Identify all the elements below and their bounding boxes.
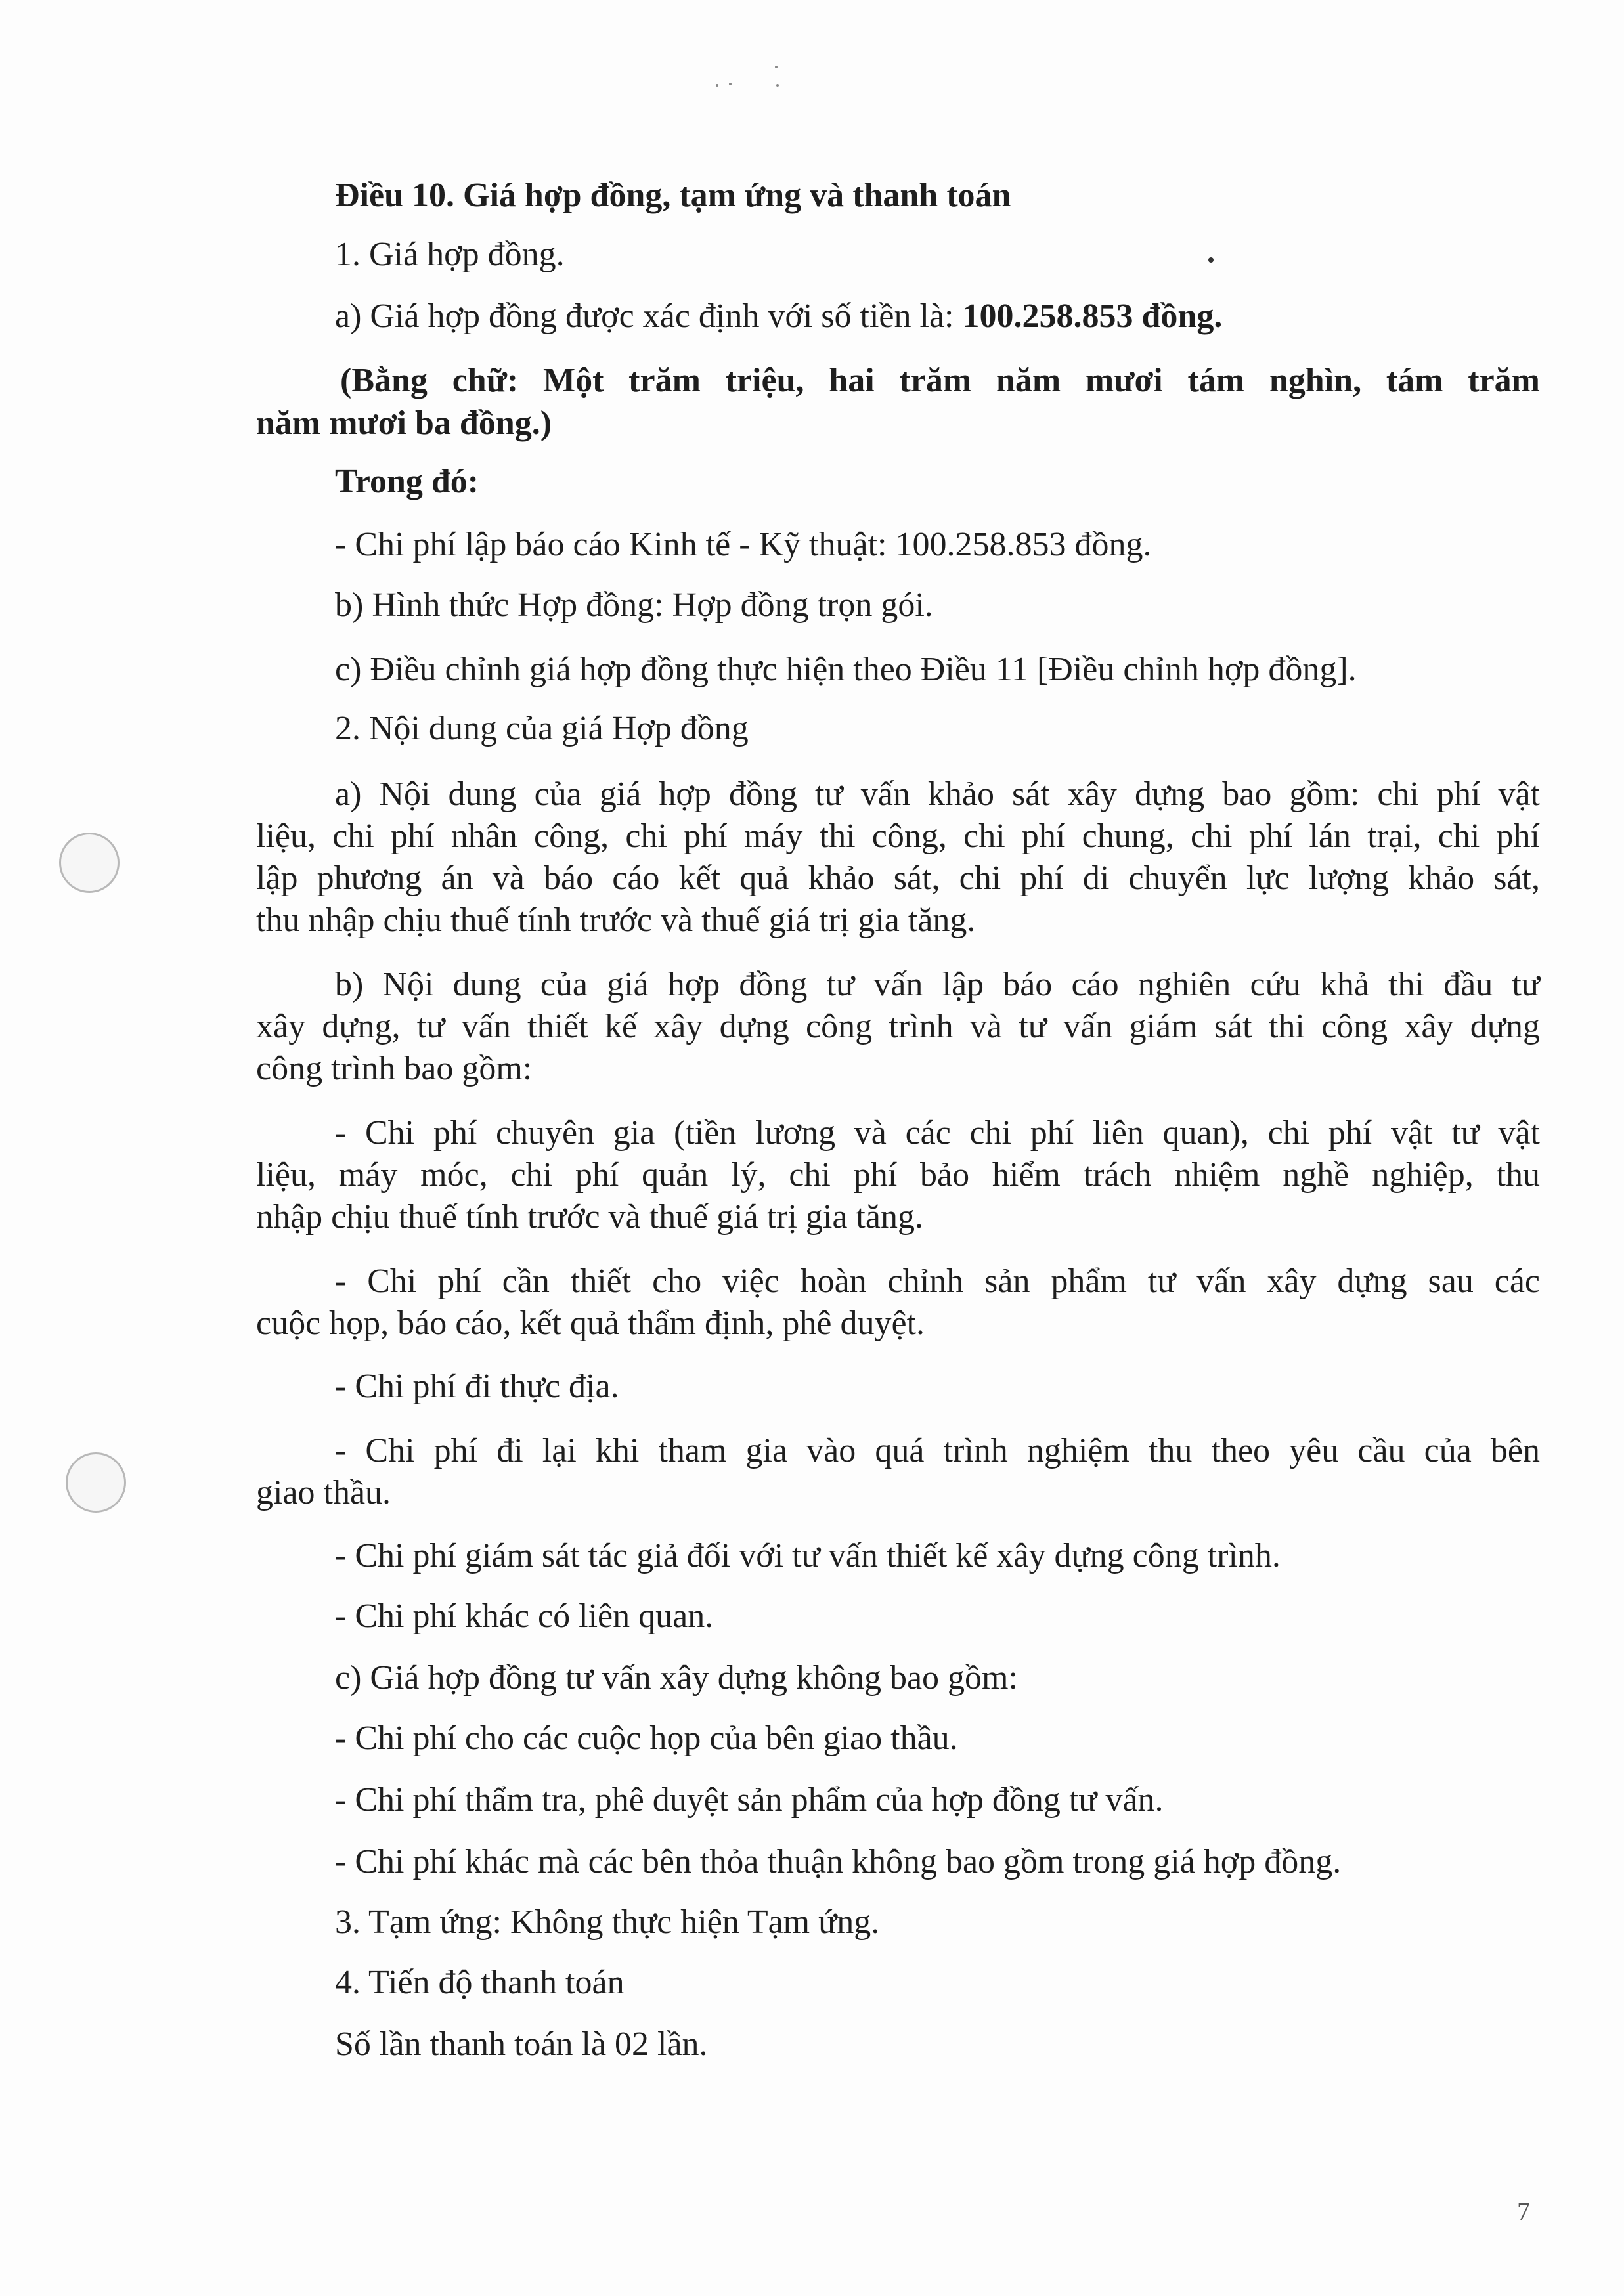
scan-speck xyxy=(776,84,779,87)
cost-bullet: - Chi phí đi thực địa. xyxy=(335,1368,619,1405)
article-label: Điều 10. xyxy=(335,177,454,214)
section-1-title: 1. Giá hợp đồng. xyxy=(335,236,565,273)
section-1a xyxy=(335,297,1222,336)
section-2-title: 2. Nội dung của giá Hợp đồng xyxy=(335,710,749,747)
section-3: 3. Tạm ứng: Không thực hiện Tạm ứng. xyxy=(335,1903,880,1941)
cost-item: - Chi phí lập báo cáo Kinh tế - Kỹ thuật: 100.258.853 đồng. xyxy=(335,526,1152,563)
cost-bullet-line: - Chi phí chuyên gia (tiền lương và các chi phí liên quan), chi phí vật tư vật xyxy=(335,1114,1540,1152)
section-2a-line: liệu, chi phí nhân công, chi phí máy thi công, chi phí chung, chi phí lán trại, chi phí xyxy=(256,817,1540,855)
section-2b-line: xây dựng, tư vấn thiết kế xây dựng công trình và tư vấn giám sát thi công xây dựng xyxy=(256,1008,1540,1045)
section-2a-line: lập phương án và báo cáo kết quả khảo sát, chi phí di chuyển lực lượng khảo sát, xyxy=(256,859,1540,897)
punch-hole xyxy=(59,833,120,893)
amount-in-words-line-1: (Bằng chữ: Một trăm triệu, hai trăm năm mươi tám nghìn, tám trăm xyxy=(340,362,1540,399)
scan-speck xyxy=(1208,257,1214,263)
punch-hole xyxy=(66,1452,126,1513)
excluded-cost-bullet: - Chi phí thẩm tra, phê duyệt sản phẩm của hợp đồng tư vấn. xyxy=(335,1781,1164,1819)
cost-bullet-line: cuộc họp, báo cáo, kết quả thẩm định, phê duyệt. xyxy=(256,1305,925,1342)
cost-bullet-line: - Chi phí cần thiết cho việc hoàn chỉnh sản phẩm tư vấn xây dựng sau các xyxy=(335,1263,1540,1300)
section-2b-line: công trình bao gồm: xyxy=(256,1050,533,1087)
section-2a-line: a) Nội dung của giá hợp đồng tư vấn khảo sát xây dựng bao gồm: chi phí vật xyxy=(335,775,1540,813)
scan-speck xyxy=(729,83,732,85)
cost-bullet-line: liệu, máy móc, chi phí quản lý, chi phí bảo hiểm trách nhiệm nghề nghiệp, thu xyxy=(256,1156,1540,1194)
section-1c: c) Điều chỉnh giá hợp đồng thực hiện theo Điều 11 [Điều chỉnh hợp đồng]. xyxy=(335,651,1357,688)
trong-do-label: Trong đó: xyxy=(335,463,479,500)
cost-bullet-line: giao thầu. xyxy=(256,1474,391,1511)
contract-amount: 100.258.853 đồng. xyxy=(962,297,1223,335)
section-2c-title: c) Giá hợp đồng tư vấn xây dựng không bao gồm: xyxy=(335,1659,1018,1697)
article-heading xyxy=(335,176,1011,215)
cost-bullet-line: nhập chịu thuế tính trước và thuế giá trị gia tăng. xyxy=(256,1198,923,1236)
section-2b-line: b) Nội dung của giá hợp đồng tư vấn lập báo cáo nghiên cứu khả thi đầu tư xyxy=(335,966,1540,1003)
amount-in-words-line-2: năm mươi ba đồng.) xyxy=(256,404,552,442)
payment-count: Số lần thanh toán là 02 lần. xyxy=(335,2025,708,2063)
section-4-title: 4. Tiến độ thanh toán xyxy=(335,1964,625,2001)
section-1a-text: a) Giá hợp đồng được xác định với số tiền là: xyxy=(335,297,954,335)
cost-bullet: - Chi phí khác có liên quan. xyxy=(335,1597,714,1635)
excluded-cost-bullet: - Chi phí khác mà các bên thỏa thuận không bao gồm trong giá hợp đồng. xyxy=(335,1843,1342,1880)
article-title: Giá hợp đồng, tạm ứng và thanh toán xyxy=(463,177,1011,214)
page-number: 7 xyxy=(1517,2197,1530,2226)
cost-bullet-line: - Chi phí đi lại khi tham gia vào quá trình nghiệm thu theo yêu cầu của bên xyxy=(335,1432,1540,1469)
excluded-cost-bullet: - Chi phí cho các cuộc họp của bên giao thầu. xyxy=(335,1720,958,1757)
scan-speck xyxy=(775,66,778,68)
section-1b: b) Hình thức Hợp đồng: Hợp đồng trọn gói. xyxy=(335,586,933,624)
scan-speck xyxy=(716,84,718,87)
section-2a-line: thu nhập chịu thuế tính trước và thuế giá trị gia tăng. xyxy=(256,901,976,939)
cost-bullet: - Chi phí giám sát tác giả đối với tư vấn thiết kế xây dựng công trình. xyxy=(335,1537,1281,1574)
